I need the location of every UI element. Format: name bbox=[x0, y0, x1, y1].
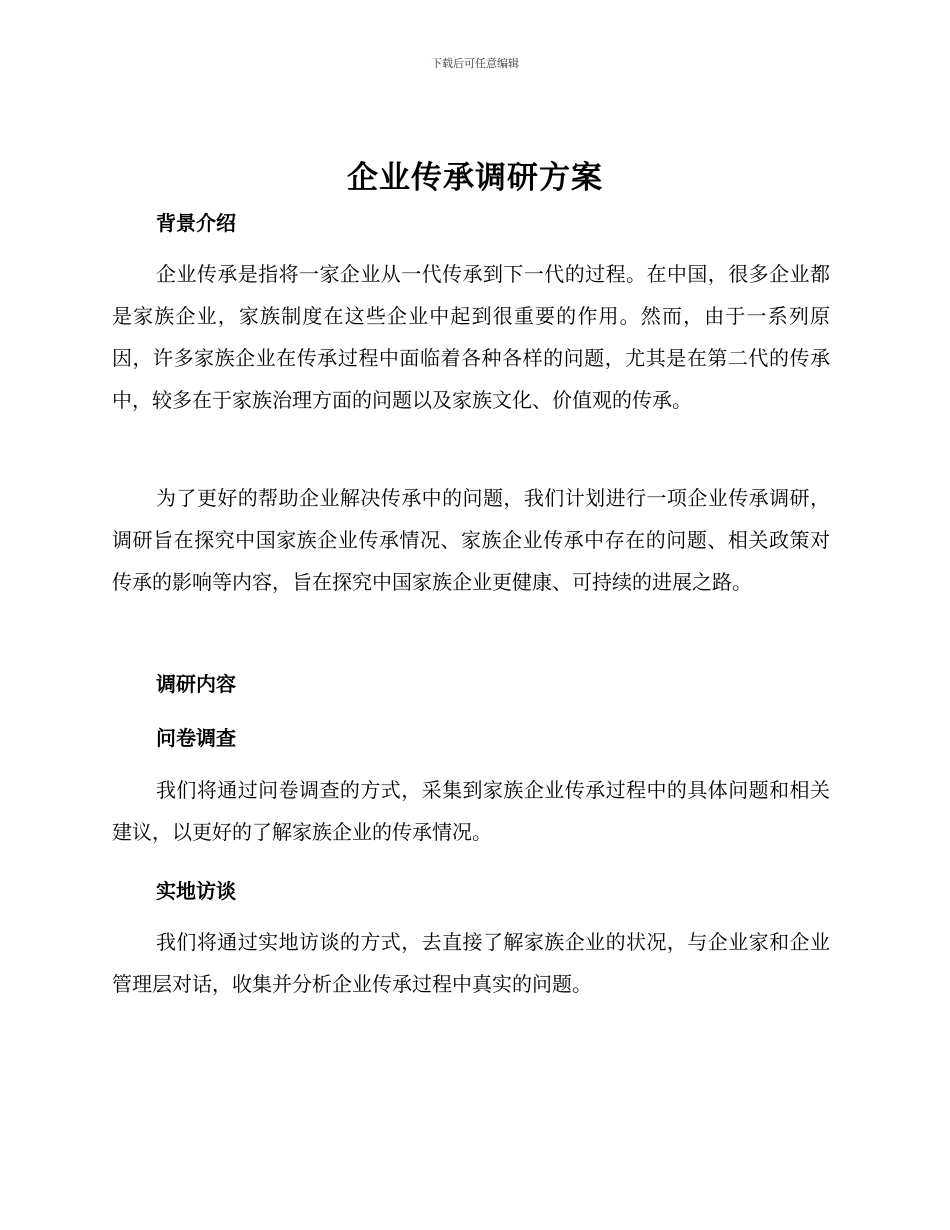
heading-background: 背景介绍 bbox=[156, 211, 236, 235]
paragraph-background-1: 企业传承是指将一家企业从一代传承到下一代的过程。在中国，很多企业都是家族企业，家族制度在这些企业中起到很重要的作用。然而，由于一系列原因，许多家族企业在传承过程中面临着各种各样的问题，尤其是在第二代的传承中，较多在于家族治理方面的问题以及家族文化、价值观的传承。 bbox=[112, 262, 830, 412]
paragraph-background-2: 为了更好的帮助企业解决传承中的问题，我们计划进行一项企业传承调研，调研旨在探究中国家族企业传承情况、家族企业传承中存在的问题、相关政策对传承的影响等内容，旨在探究中国家族企业更健康、可持续的进展之路。 bbox=[112, 486, 830, 594]
heading-survey: 问卷调查 bbox=[156, 726, 236, 750]
paragraph-interview: 我们将通过实地访谈的方式，去直接了解家族企业的状况，与企业家和企业管理层对话，收集并分析企业传承过程中真实的问题。 bbox=[112, 930, 830, 996]
heading-research-content: 调研内容 bbox=[156, 672, 236, 696]
document-title: 企业传承调研方案 bbox=[347, 160, 603, 196]
header-note: 下载后可任意编辑 bbox=[431, 57, 519, 70]
heading-interview: 实地访谈 bbox=[156, 879, 236, 903]
paragraph-survey: 我们将通过问卷调查的方式，采集到家族企业传承过程中的具体问题和相关建议，以更好的了解家族企业的传承情况。 bbox=[112, 778, 830, 844]
